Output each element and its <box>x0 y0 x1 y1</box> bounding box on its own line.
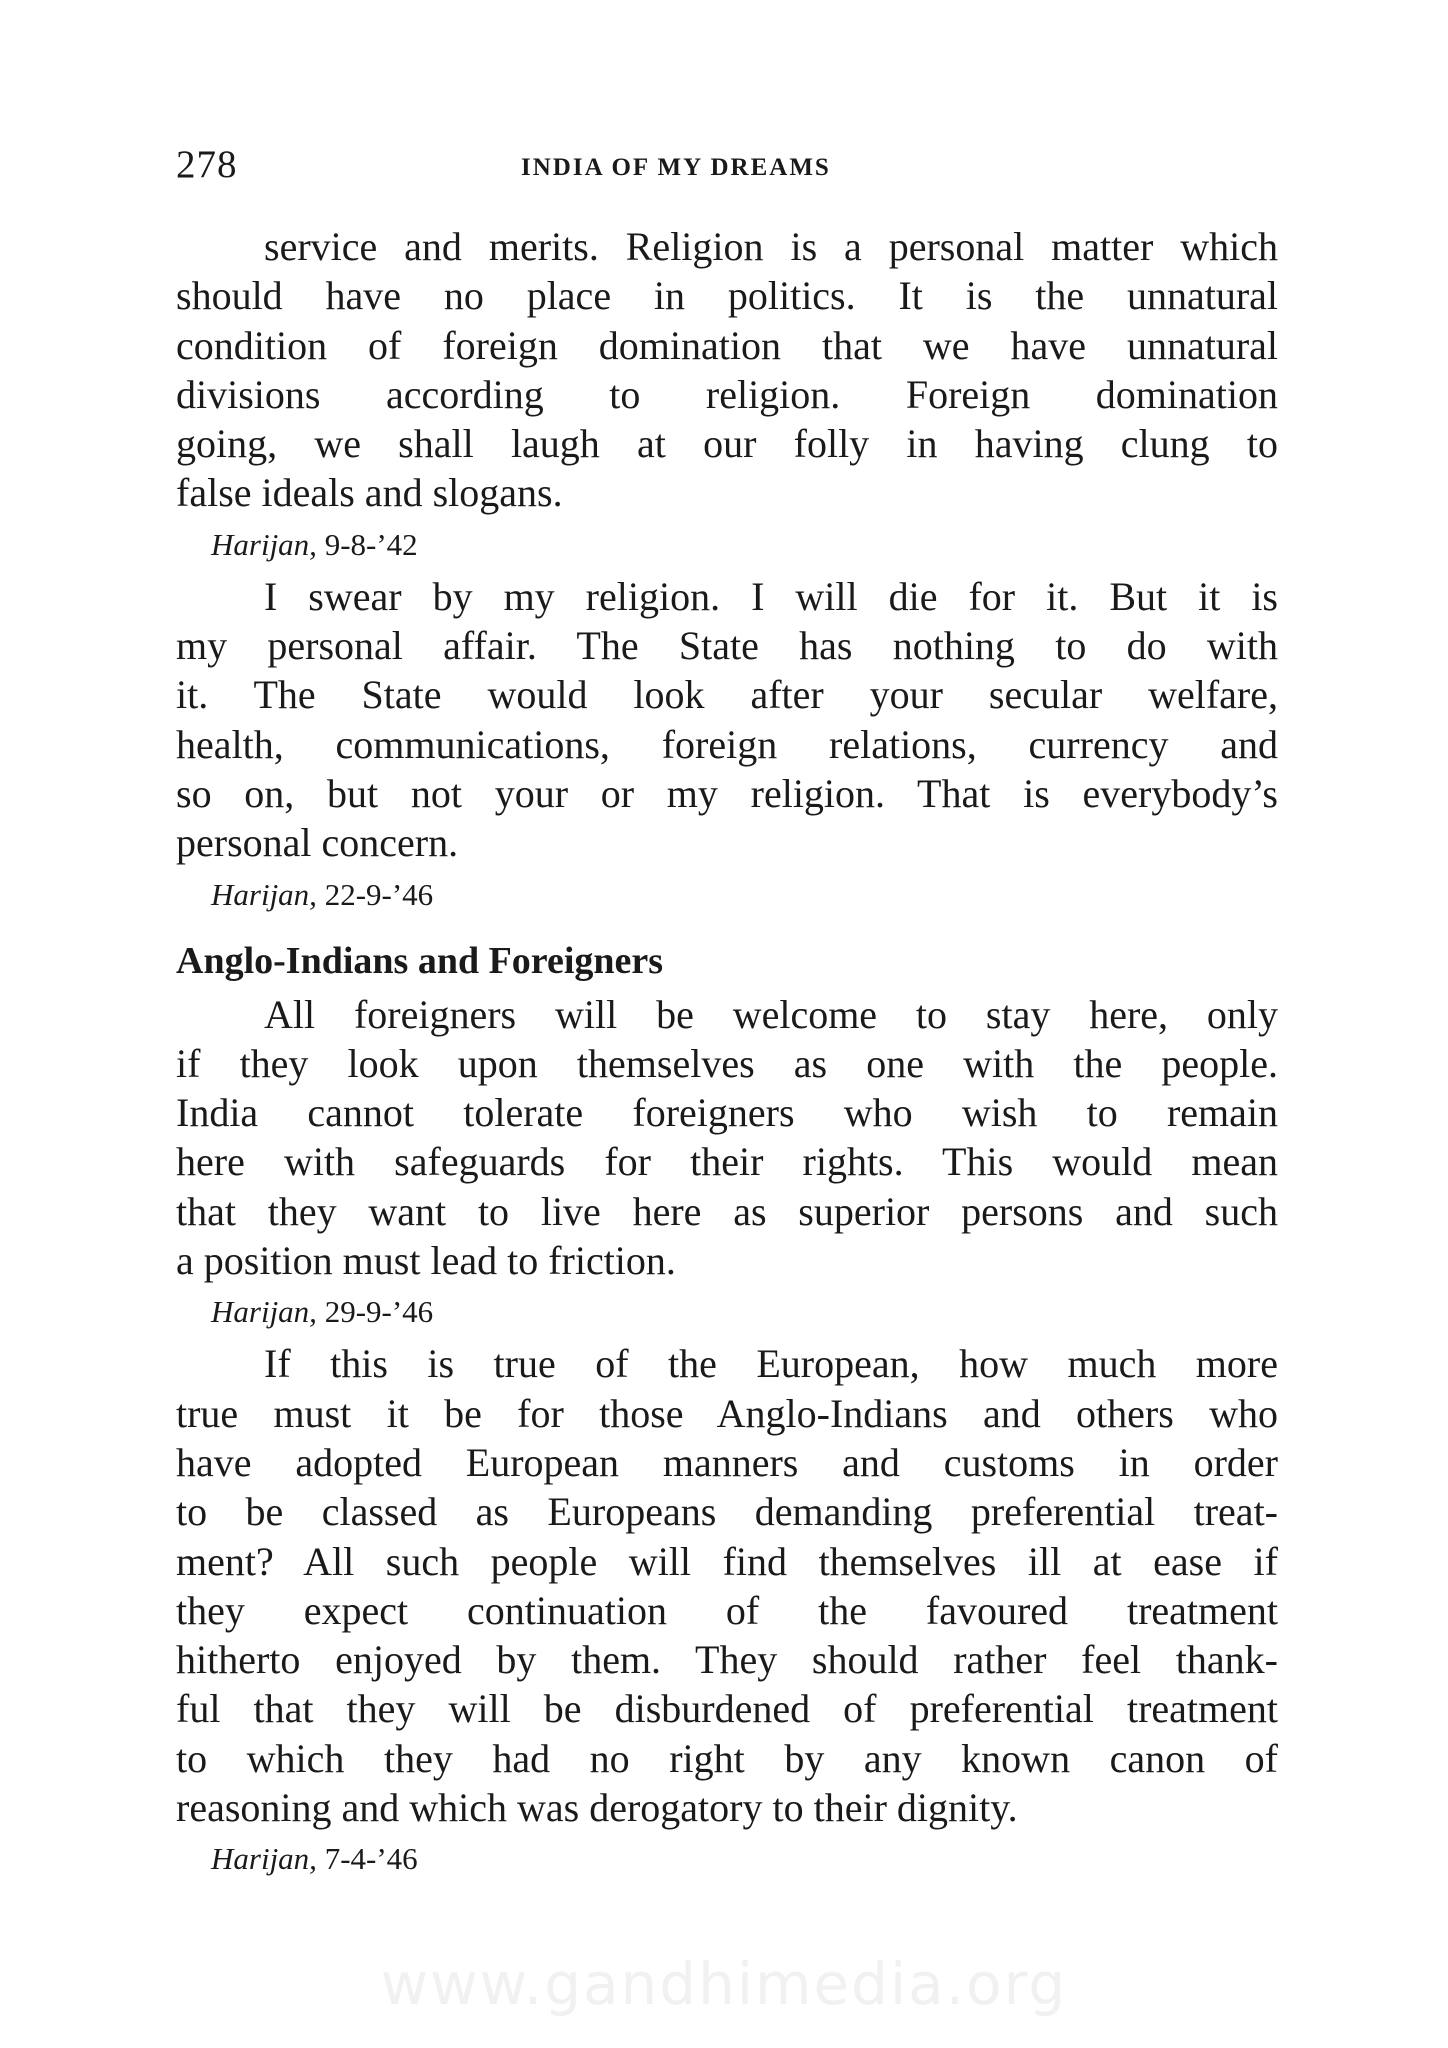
source-date: 29-9-’46 <box>324 1294 434 1330</box>
text-line: my personal affair. The State has nothing to do with <box>176 623 1278 669</box>
text-line: going, we shall laugh at our folly in having clung to <box>176 421 1278 467</box>
text-line: to be classed as Europeans demanding preferential treat- <box>176 1489 1278 1535</box>
text-line: All foreigners will be welcome to stay here, only <box>264 991 1278 1037</box>
text-line: India cannot tolerate foreigners who wish to remain <box>176 1090 1278 1136</box>
text-line: if they look upon themselves as one with the people. <box>176 1040 1278 1086</box>
body-text <box>176 222 1278 1886</box>
running-head: INDIA OF MY DREAMS <box>521 154 831 181</box>
text-line: so on, but not your or my religion. That is everybody’s <box>176 770 1278 816</box>
paragraph <box>176 990 1278 1286</box>
text-line: it. The State would look after your secular welfare, <box>176 672 1278 718</box>
text-line: service and merits. Religion is a personal matter which <box>264 224 1278 269</box>
text-line: reasoning and which was derogatory to their dignity. <box>176 1785 1018 1831</box>
source-citation <box>176 868 1278 922</box>
paragraph <box>176 222 1278 518</box>
text-line: I swear by my religion. I will die for it. But it is <box>264 573 1278 619</box>
section-heading: Anglo-Indians and Foreigners <box>176 939 664 982</box>
source-citation <box>176 1832 1278 1886</box>
page-number: 278 <box>176 143 238 186</box>
source-date: 22-9-’46 <box>324 876 434 912</box>
source-date: 9-8-’42 <box>324 526 418 562</box>
text-line: personal concern. <box>176 820 459 866</box>
paragraph <box>176 1339 1278 1832</box>
text-line: have adopted European manners and customs in order <box>176 1439 1278 1485</box>
text-line: hitherto enjoyed by them. They should rather feel thank- <box>176 1637 1278 1683</box>
text-line: condition of foreign domination that we have unnatural <box>176 322 1278 368</box>
text-line: they expect continuation of the favoured treatment <box>176 1587 1278 1633</box>
source-name: Harijan, <box>211 1841 317 1877</box>
paragraph <box>176 572 1278 868</box>
source-name: Harijan, <box>211 876 317 912</box>
watermark: www.gandhimedia.org <box>380 1950 1068 2018</box>
text-line: ful that they will be disburdened of preferential treatment <box>176 1686 1278 1732</box>
source-citation <box>176 1285 1278 1339</box>
text-line: If this is true of the European, how much more <box>264 1341 1278 1387</box>
text-line: a position must lead to friction. <box>176 1238 676 1284</box>
source-date: 7-4-’46 <box>324 1841 418 1877</box>
text-line: here with safeguards for their rights. This would mean <box>176 1139 1278 1185</box>
text-line: health, communications, foreign relations, currency and <box>176 721 1278 767</box>
text-line: true must it be for those Anglo-Indians and others who <box>176 1390 1278 1436</box>
text-line: ment? All such people will find themselves ill at ease if <box>176 1538 1278 1584</box>
text-line: divisions according to religion. Foreign domination <box>176 371 1278 417</box>
page-header <box>176 142 1276 202</box>
source-name: Harijan, <box>211 526 317 562</box>
source-citation <box>176 518 1278 572</box>
text-line: should have no place in politics. It is the unnatural <box>176 273 1278 319</box>
text-line: false ideals and slogans. <box>176 470 563 516</box>
text-line: that they want to live here as superior persons and such <box>176 1188 1278 1234</box>
text-line: to which they had no right by any known canon of <box>176 1735 1278 1781</box>
source-name: Harijan, <box>211 1294 317 1330</box>
